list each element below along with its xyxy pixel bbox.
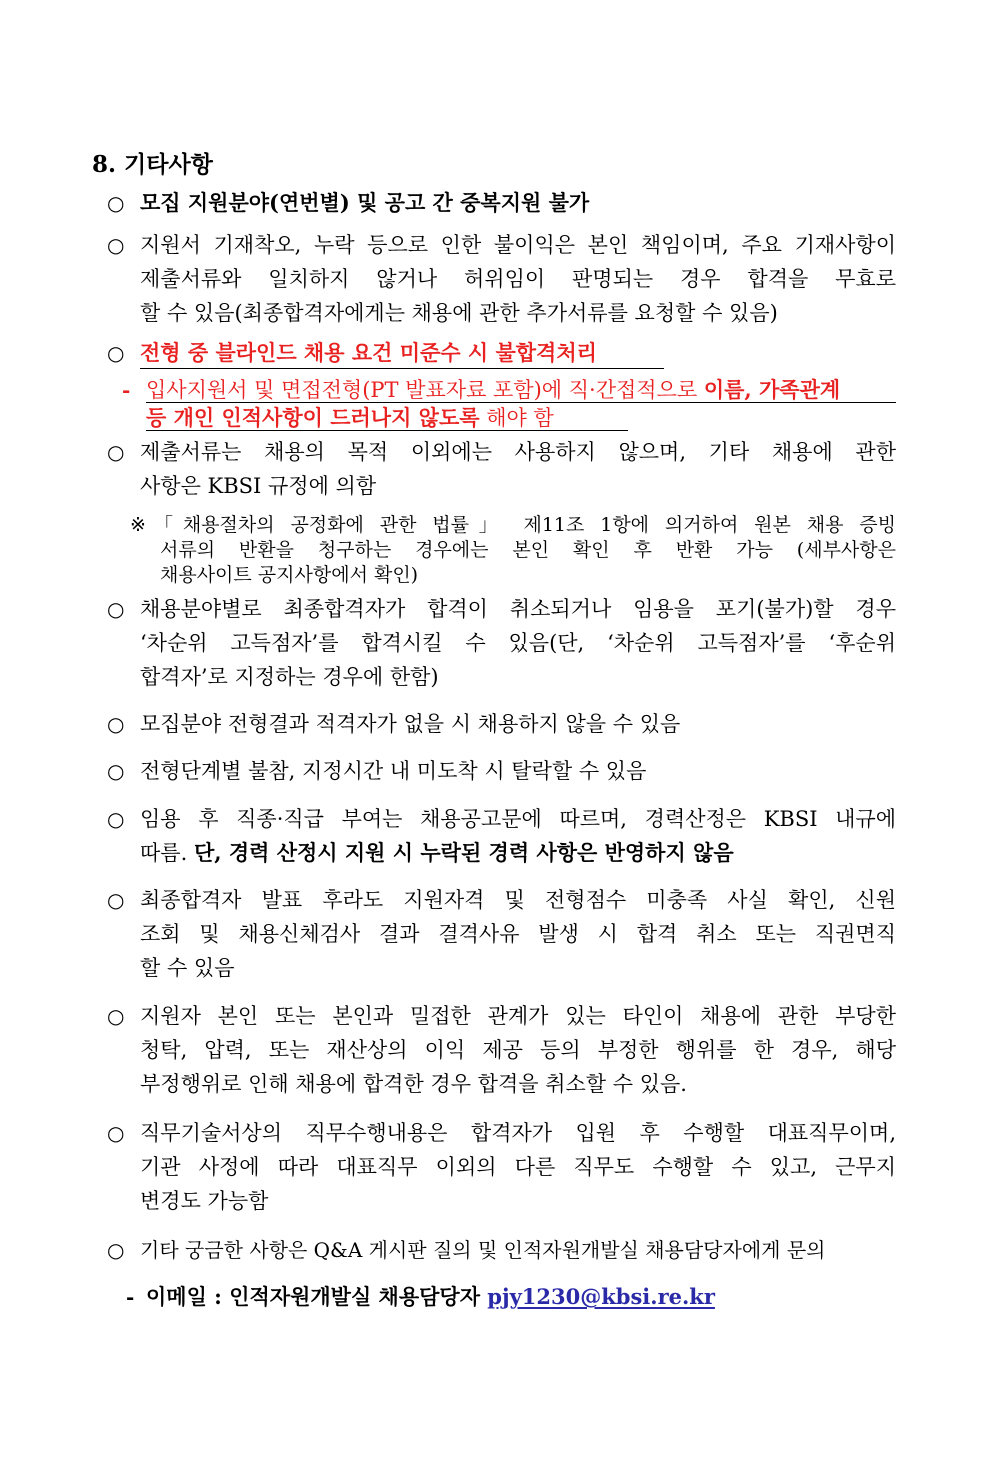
appointment-text-a: 따름. — [140, 841, 194, 865]
bullet-icon: ○ — [107, 597, 125, 621]
blind-sub-text-a: 입사지원서 및 면접전형(PT 발표자료 포함)에 직·간접적으로 — [146, 378, 704, 402]
item-next-rank-l2: ‘차순위 고득점자’를 합격시킬 수 있음(단, ‘차순위 고득점자’를 ‘후순위 — [140, 631, 896, 655]
note-l2: 서류의 반환을 청구하는 경우에는 본인 확인 후 반환 가능 (세부사항은 — [160, 539, 896, 561]
bullet-icon: ○ — [107, 440, 125, 464]
item-blind-hiring: 전형 중 블라인드 채용 요건 미준수 시 불합격처리 — [140, 339, 664, 369]
item-blind-hiring-sub-l1 — [146, 376, 896, 404]
bullet-icon: ○ — [107, 1004, 125, 1028]
item-duplicate-application: 모집 지원분야(연번별) 및 공고 간 중복지원 불가 — [140, 190, 590, 215]
bullet-icon: ○ — [107, 341, 125, 365]
item-appointment-l2 — [140, 839, 734, 867]
item-application-error-l1: 지원서 기재착오, 누락 등으로 인한 불이익은 본인 책임이며, 주요 기재사항이 — [140, 233, 896, 257]
item-final-cancel-l1: 최종합격자 발표 후라도 지원자격 및 전형점수 미충족 사실 확인, 신원 — [140, 888, 896, 912]
contact-label: 이메일 : 인적자원개발실 채용담당자 — [146, 1284, 488, 1309]
item-inquiry: 기타 궁금한 사항은 Q&A 게시판 질의 및 인적자원개발실 채용담당자에게 문의 — [140, 1238, 826, 1262]
blind-sub-underline — [146, 402, 896, 403]
item-application-error-l2: 제출서류와 일치하지 않거나 허위임이 판명되는 경우 합격을 무효로 — [140, 267, 896, 291]
bullet-icon: ○ — [107, 233, 125, 257]
dash-icon: - — [126, 1285, 135, 1309]
item-application-error-l3: 할 수 있음(최종합격자에게는 채용에 관한 추가서류를 요청할 수 있음) — [140, 301, 778, 325]
item-improper-request-l3: 부정행위로 인해 채용에 합격한 경우 합격을 취소할 수 있음. — [140, 1072, 687, 1096]
item-no-qualified: 모집분야 전형결과 적격자가 없을 시 채용하지 않을 수 있음 — [140, 712, 681, 736]
item-final-cancel-l2: 조회 및 채용신체검사 결과 결격사유 발생 시 합격 취소 또는 직권면직 — [140, 922, 896, 946]
item-absence: 전형단계별 불참, 지정시간 내 미도착 시 탈락할 수 있음 — [140, 759, 647, 783]
item-final-cancel-l3: 할 수 있음 — [140, 956, 235, 980]
contact-email-link[interactable]: pjy1230@kbsi.re.kr — [487, 1284, 715, 1309]
item-job-description-l1: 직무기술서상의 직무수행내용은 합격자가 입원 후 수행할 대표직무이며, — [140, 1121, 896, 1145]
note-l3: 채용사이트 공지사항에서 확인) — [160, 564, 419, 586]
item-job-description-l2: 기관 사정에 따라 대표직무 이외의 다른 직무도 수행할 수 있고, 근무지 — [140, 1155, 896, 1179]
bullet-icon: ○ — [107, 807, 125, 831]
blind-sub-text-d: 해야 함 — [479, 406, 554, 430]
blind-sub-text-c: 등 개인 인적사항이 드러나지 않도록 — [146, 405, 480, 430]
blind-sub-text-b: 이름, 가족관계 — [703, 377, 841, 402]
item-submitted-docs-l2: 사항은 KBSI 규정에 의함 — [140, 474, 377, 498]
item-next-rank-l3: 합격자’로 지정하는 경우에 한함) — [140, 665, 439, 689]
bullet-icon: ○ — [107, 191, 125, 215]
dash-icon: - — [122, 378, 131, 402]
bullet-icon: ○ — [107, 888, 125, 912]
item-improper-request-l1: 지원자 본인 또는 본인과 밀접한 관계가 있는 타인이 채용에 관한 부당한 — [140, 1004, 896, 1028]
section-title: 8. 기타사항 — [92, 151, 213, 178]
item-improper-request-l2: 청탁, 압력, 또는 재산상의 이익 제공 등의 부정한 행위를 한 경우, 해당 — [140, 1038, 896, 1062]
note-mark-icon: ※ — [130, 514, 146, 536]
bullet-icon: ○ — [107, 1121, 125, 1145]
item-job-description-l3: 변경도 가능함 — [140, 1189, 269, 1213]
item-appointment-l1: 임용 후 직종·직급 부여는 채용공고문에 따르며, 경력산정은 KBSI 내규에 — [140, 807, 896, 831]
item-blind-hiring-sub-l2 — [146, 404, 554, 432]
item-next-rank-l1: 채용분야별로 최종합격자가 합격이 취소되거나 임용을 포기(불가)할 경우 — [140, 597, 896, 621]
note-l1: 「채용절차의 공정화에 관한 법률」 제11조 1항에 의거하여 원본 채용 증빙 — [154, 514, 896, 536]
blind-sub-underline-2 — [146, 430, 628, 431]
appointment-text-b: 단, 경력 산정시 지원 시 누락된 경력 사항은 반영하지 않음 — [193, 840, 734, 865]
bullet-icon: ○ — [107, 759, 125, 783]
contact-line — [146, 1283, 715, 1311]
bullet-icon: ○ — [107, 712, 125, 736]
bullet-icon: ○ — [107, 1238, 125, 1262]
item-submitted-docs-l1: 제출서류는 채용의 목적 이외에는 사용하지 않으며, 기타 채용에 관한 — [140, 440, 896, 464]
